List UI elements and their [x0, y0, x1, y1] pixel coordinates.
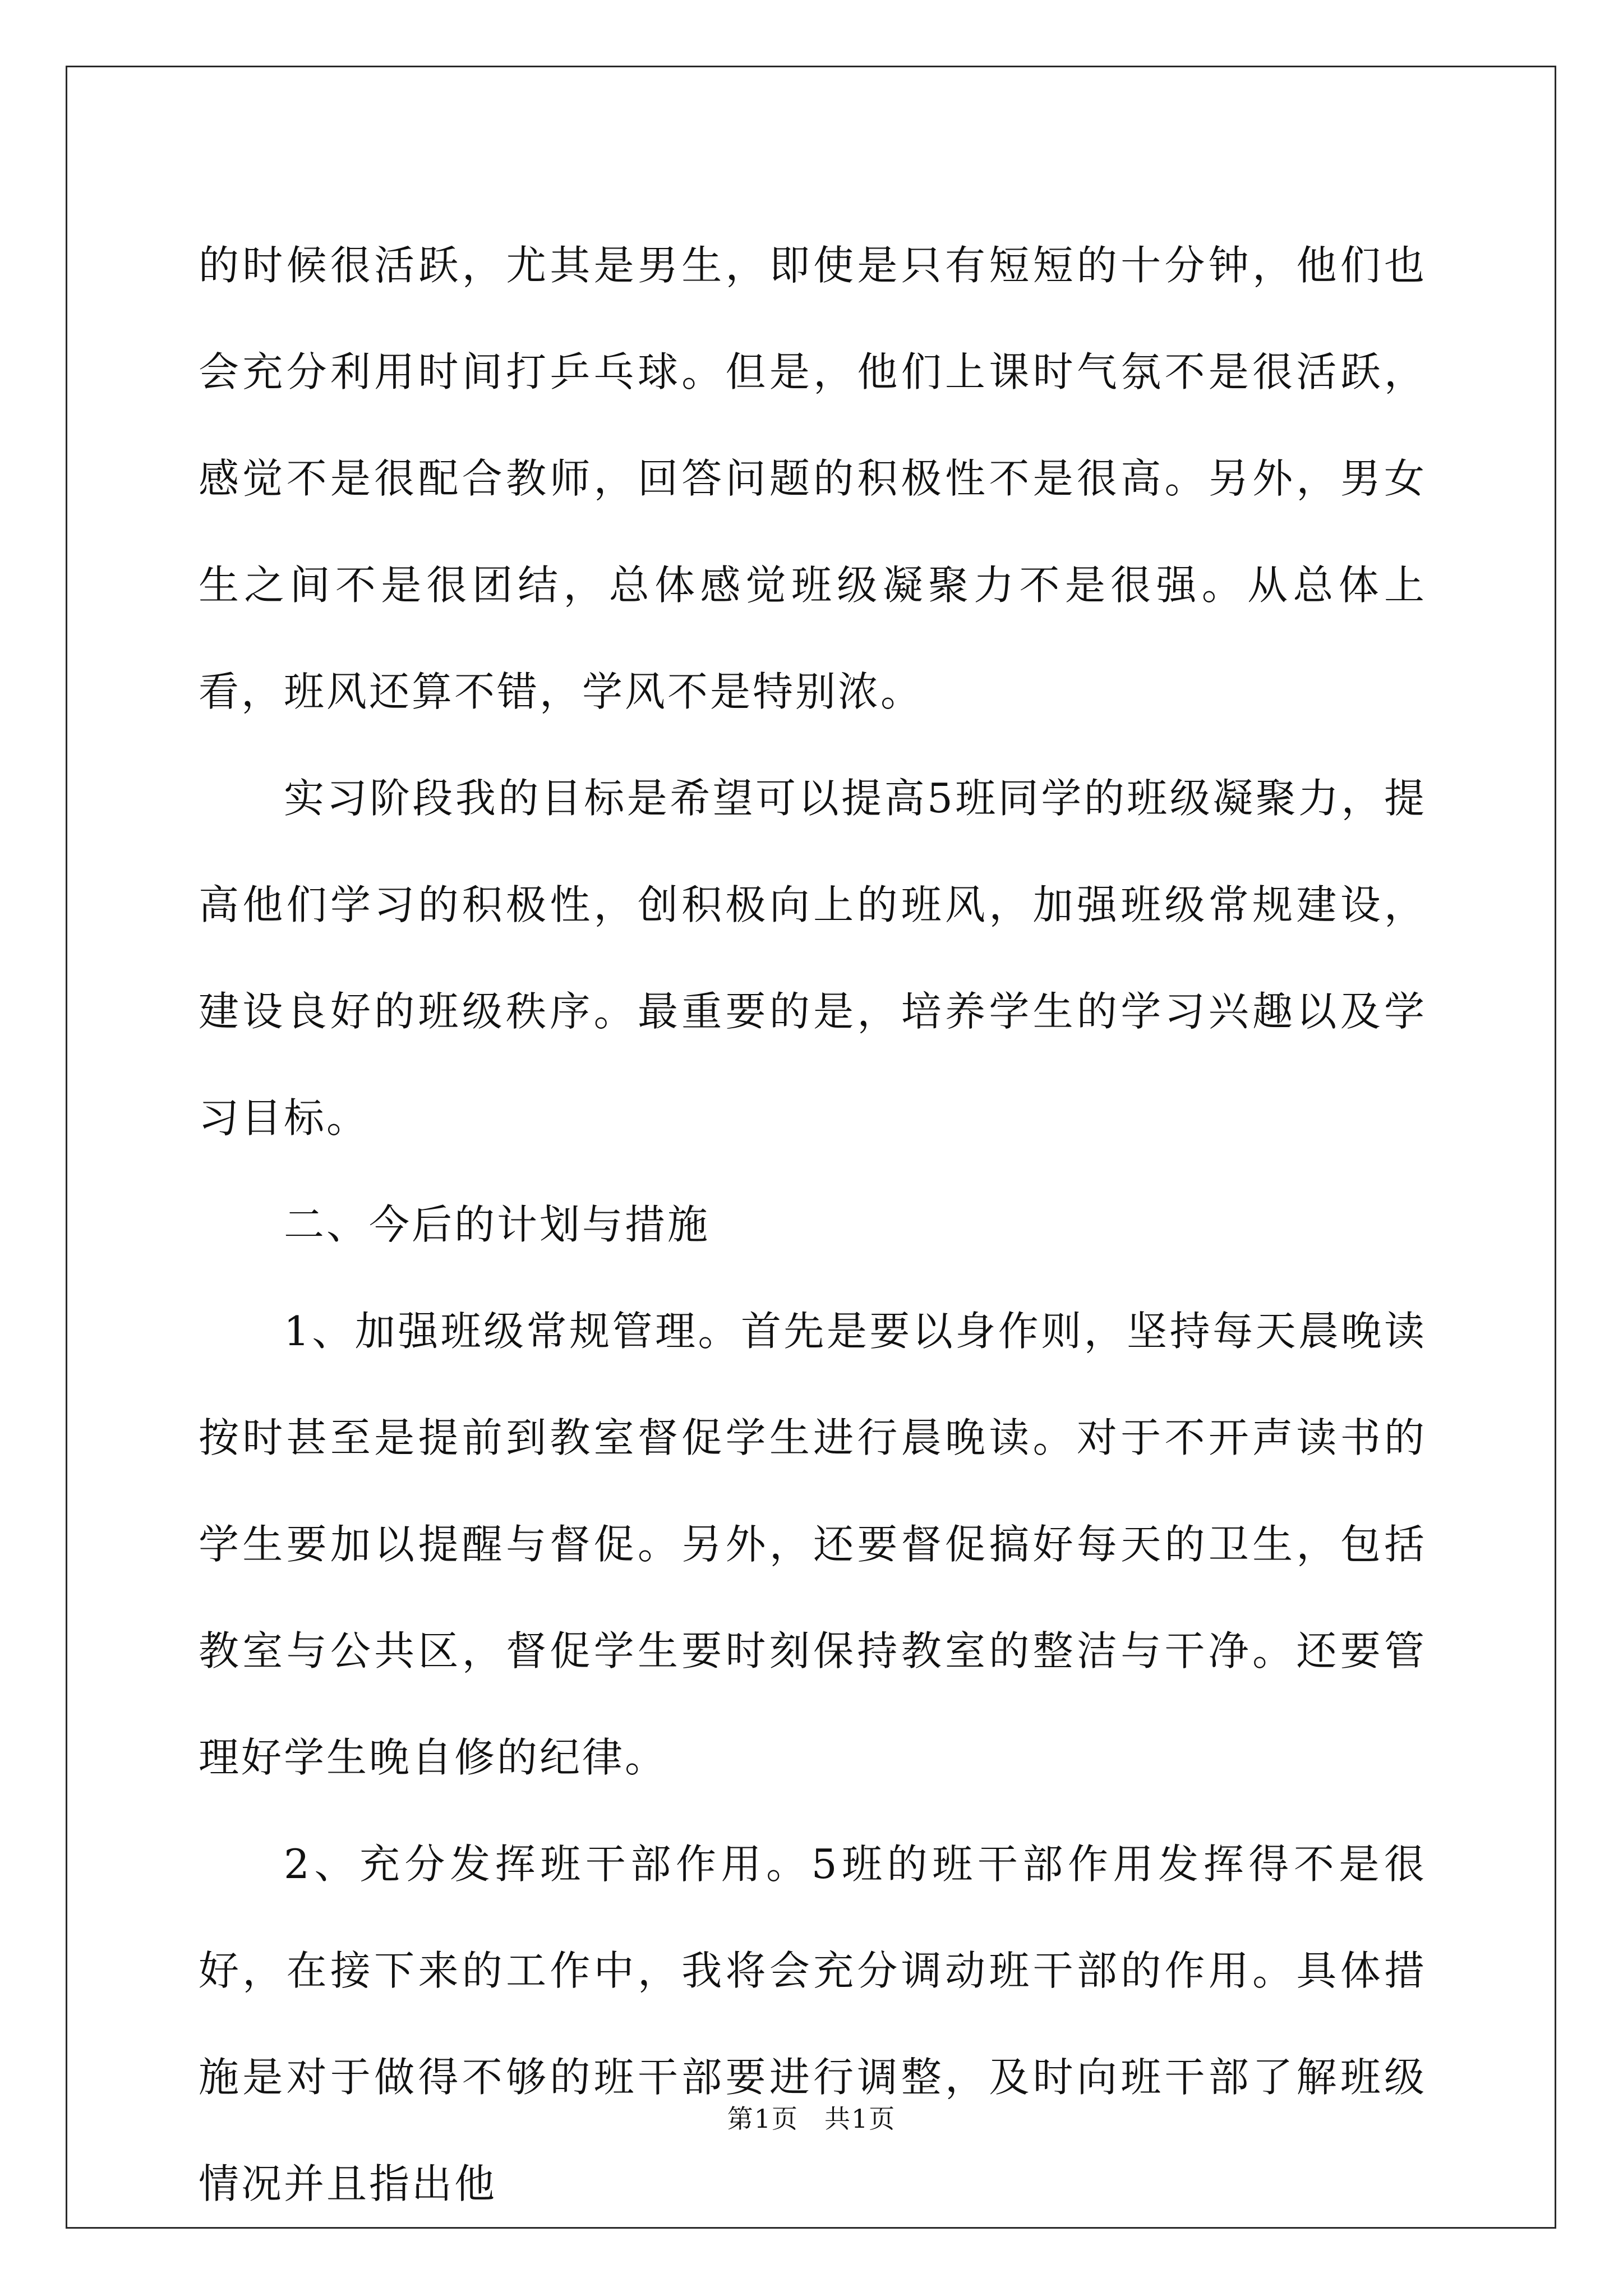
- paragraph-2: 实习阶段我的目标是希望可以提高5班同学的班级凝聚力，提高他们学习的积极性，创积极向上的班风，加强班级常规建设，建设良好的班级秩序。最重要的是，培养学生的学习兴趣以及学习目标。: [199, 775, 1427, 1142]
- page-number: 第1页: [727, 2104, 799, 2134]
- paragraph-4: 2、充分发挥班干部作用。5班的班干部作用发挥得不是很好，在接下来的工作中，我将会充分调动班干部的作用。具体措施是对于做得不够的班干部要进行调整，及时向班干部了解班级情况并且指出他: [199, 1841, 1427, 2207]
- page-total: 共1页: [824, 2104, 896, 2134]
- section-heading: 二、今后的计划与措施: [284, 1201, 711, 1248]
- paragraph-1: 的时候很活跃，尤其是男生，即使是只有短短的十分钟，他们也会充分利用时间打乒乓球。但是，他们上课时气氛不是很活跃，感觉不是很配合教师，回答问题的积极性不是很高。另外，男女生之间不是很团结，总体感觉班级凝聚力不是很强。从总体上看，班风还算不错，学风不是特别浓。: [199, 242, 1427, 715]
- document-body: [199, 212, 1427, 2237]
- page-footer: [0, 2102, 1623, 2136]
- paragraph-3: 1、加强班级常规管理。首先是要以身作则，坚持每天晨晚读按时甚至是提前到教室督促学生进行晨晚读。对于不开声读书的学生要加以提醒与督促。另外，还要督促搞好每天的卫生，包括教室与公共区，督促学生要时刻保持教室的整洁与干净。还要管理好学生晚自修的纪律。: [199, 1308, 1427, 1781]
